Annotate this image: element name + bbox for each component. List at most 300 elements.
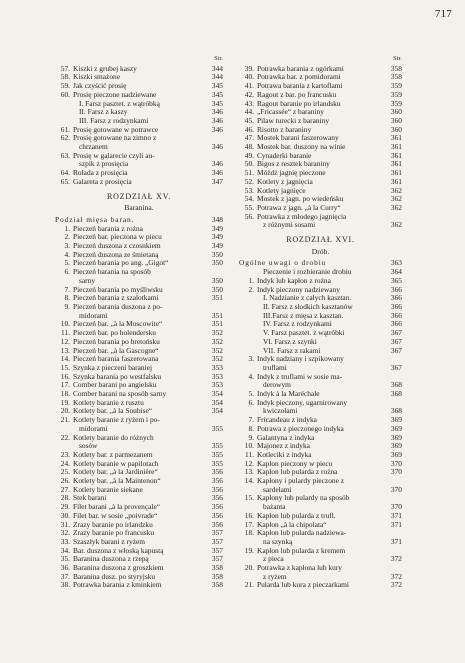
entry-title: Kapłon lub pularda nadziewa- [257,529,347,538]
entry-number: 12. [60,337,70,346]
entry-number: 18. [244,529,254,538]
page-ref: 361 [390,151,402,160]
entry-title: Kotleciki z indyka [257,450,312,459]
entry-title: Indyk à la Maréchale [257,390,320,399]
page-ref: 354 [211,407,223,416]
toc-entry [239,277,402,286]
toc-entry [55,486,223,495]
toc-entry [239,160,402,169]
toc-entry [55,416,223,425]
entry-number: 30. [60,511,70,520]
toc-entry [55,143,223,152]
entry-title: Kotlety baranie siekane [73,485,143,494]
page-ref: 350 [211,250,223,259]
entry-number: 9. [248,433,254,442]
entry-title: Baranina dusz. po styryjsku [73,572,156,581]
toc-entry [239,416,402,425]
entry-number: 39. [244,64,254,73]
toc-entry [239,503,402,512]
entry-number: 40. [244,73,254,82]
entry-title: Potrawka barania z ogórkami [257,64,344,73]
entry-title: I. Farsz pasztet. z wątróbką [79,99,160,108]
entry-title: Indyk pieczony, ugarnirowany [257,398,348,407]
page-ref: 357 [211,529,223,538]
entry-number: 57. [60,64,70,73]
entry-title: Pieczeń bar. „à la Moscowite“ [73,320,163,329]
entry-number: 61. [60,125,70,134]
page-ref: 357 [211,537,223,546]
toc-entry [239,529,402,538]
page-ref: 356 [211,511,223,520]
toc-entry [239,294,402,303]
toc-entry [55,390,223,399]
toc-entry [55,347,223,356]
entry-number: 58. [60,73,70,82]
page-ref: 361 [390,177,402,186]
entry-title: Mostek barani faszerowany [257,134,339,143]
page-ref: 369 [390,433,402,442]
entry-title: z różnymi sosami [263,221,316,230]
entry-number: 19. [60,398,70,407]
toc-entry [55,160,223,169]
page-ref: 357 [211,546,223,555]
entry-number: 15. [60,363,70,372]
entry-title: Potrawa z pieczonego indyka [257,424,344,433]
entry-title: Pieczeń barania na sposób [73,268,151,277]
toc-entry [239,108,402,117]
toc-entry [239,407,402,416]
entry-number: 13. [244,468,254,477]
entry-number: 26. [60,477,70,486]
entry-number: 18. [60,390,70,399]
page-ref: 346 [211,116,223,125]
entry-number: 23. [60,450,70,459]
page-ref: 356 [211,485,223,494]
entry-title: „Fricassée“ z baraniny [257,108,324,117]
page-ref: 351 [211,294,223,303]
toc-entry [55,573,223,582]
entry-title: Móżdż jagnię pieczone [257,169,326,178]
entry-title: V. Farsz pasztet. z wątróbki [263,329,345,338]
page-ref: 369 [390,442,402,451]
page-ref: 364 [390,268,402,277]
page-ref: 346 [211,169,223,178]
entry-number: 25. [60,468,70,477]
entry-title: Ragout baranie po irlandsku [257,99,341,108]
toc-entry [55,442,223,451]
page-ref: 370 [390,459,402,468]
toc-entry [239,303,402,312]
page-ref: 355 [211,424,223,433]
entry-title: II. Farsz z kaszy [79,108,128,117]
toc-entry [239,134,402,143]
entry-number: 41. [244,82,254,91]
entry-title: Baranina duszona z groszkiem [73,564,164,573]
entry-number: 2. [248,285,254,294]
toc-entry [239,347,402,356]
page-ref: 363 [390,258,402,268]
entry-title: Cynaderki baranie [257,151,312,160]
entry-title: Prosię pieczone nadziewane [73,90,157,99]
page-ref: 370 [390,468,402,477]
page-ref: 358 [211,581,223,590]
entry-title: Potrawa z jagn. „à la Curry“ [257,203,341,212]
toc-entry [239,286,402,295]
entry-number: 38. [60,581,70,590]
entry-number: 56. [244,212,254,221]
page-ref: 370 [390,503,402,512]
toc-entry [55,126,223,135]
entry-number: 3. [248,355,254,364]
entry-title: Pieczeń bar. pieczona w piecu [73,233,162,242]
page-ref: 350 [211,259,223,268]
entry-title: Pilaw turecki z baraniny [257,116,330,125]
page-ref: 359 [390,90,402,99]
entry-title: Kotlety baranie z ryżem i po- [73,416,160,425]
entry-title: Potrawka bar. z pomidorami [257,73,341,82]
toc-entry [239,573,402,582]
toc-list-lamb-end-pork [55,65,223,187]
page-ref: 346 [211,108,223,117]
entry-number: 31. [60,520,70,529]
page-ref: 356 [211,468,223,477]
page-ref: 362 [390,195,402,204]
page-ref: 372 [390,581,402,590]
entry-number: 15. [244,494,254,503]
toc-entry [239,187,402,196]
entry-number: 60. [60,90,70,99]
entry-title: Pieczeń barania po myśliwsku [73,285,163,294]
entry-number: 2. [64,233,70,242]
page-ref: 356 [211,503,223,512]
toc-entry [239,581,402,590]
entry-title: Ragout z bar. po francusku [257,90,337,99]
page-ref: 366 [390,285,402,294]
page-ref: 349 [211,242,223,251]
page-ref: 357 [211,555,223,564]
toc-entry [55,312,223,321]
entry-title: Pieczeń duszona ze śmietaną [73,250,159,259]
toc-entry [239,451,402,460]
page-ref: 367 [390,337,402,346]
page-ref: 356 [211,494,223,503]
entry-number: 64. [60,169,70,178]
entry-number: 34. [60,546,70,555]
page-ref: 367 [390,363,402,372]
entry-title: IV. Farsz z rodzynkami [263,320,332,329]
toc-entry [239,555,402,564]
entry-number: 65. [60,177,70,186]
toc-entry [239,213,402,222]
chapter-subtitle: Baranina. [124,203,154,213]
entry-title: Baranina duszona z rzepą [73,555,149,564]
page-ref: 371 [390,520,402,529]
section-heading: Ogólne uwagi o drobiu [239,259,327,268]
page-ref: 358 [390,73,402,82]
entry-title: Bar. duszona z włoską kapustą [73,546,164,555]
entry-number: 4. [64,250,70,259]
entry-number: 48. [244,143,254,152]
page-ref: 358 [211,564,223,573]
toc-entry [55,407,223,416]
toc-entry [55,468,223,477]
page-ref: 360 [390,125,402,134]
page-ref: 345 [211,82,223,91]
page-ref: 358 [390,64,402,73]
section-heading-row [55,216,223,225]
page-ref: 353 [211,363,223,372]
toc-column-left [55,55,223,590]
entry-title: Szaszłyk barani z ryżem [73,537,146,546]
toc-column-right [239,55,402,590]
entry-title: Pieczeń barania po bretońsku [73,337,160,346]
page-ref: 344 [211,64,223,73]
entry-title: II. Farsz z słodkich kasztanów [263,302,353,311]
chapter-title: ROZDZIAŁ XV. [106,191,172,201]
toc-entry [55,434,223,443]
entry-title: na szynką [263,537,293,546]
toc-entry [239,434,402,443]
entry-title: Potrawka z kapłona lub kury [257,564,342,573]
entry-title: truflami [263,363,287,372]
toc-entry [239,126,402,135]
entry-title: Bigos z resztek baraniny [257,160,330,169]
entry-title: Kapłon lub pularda z trufl. [257,511,336,520]
entry-number: 14. [244,477,254,486]
toc-entry [55,100,223,109]
page-ref: 345 [211,99,223,108]
toc-entry [55,338,223,347]
page-ref: 366 [390,302,402,311]
entry-title: Comber barani na sposób sarny [73,390,167,399]
toc-entry [239,486,402,495]
page-ref: 361 [390,134,402,143]
entry-number: 1. [64,224,70,233]
entry-title: Comber barani po angielsku [73,381,157,390]
toc-entry [55,65,223,74]
toc-list-mutton-cont [239,65,402,230]
section-heading-row [239,259,402,268]
entry-title: chrzanem [79,143,108,152]
entry-title: z pieca [263,555,284,564]
toc-entry [55,259,223,268]
entry-number: 11. [245,450,254,459]
entry-number: 29. [60,503,70,512]
entry-number: 19. [244,546,254,555]
toc-entry [239,73,402,82]
entry-title: Kotlety bar. „à la Maintenon“ [73,477,161,486]
page-ref: 359 [390,99,402,108]
toc-entry [239,329,402,338]
entry-number: 21. [60,416,70,425]
page-ref: 362 [390,203,402,212]
page-ref: 361 [390,160,402,169]
page-ref: 351 [211,320,223,329]
toc-entry [239,381,402,390]
entry-title: Pularda lub kura z pieczarkami [257,581,349,590]
toc-entry [55,564,223,573]
toc-entry [55,503,223,512]
entry-title: Prosię w galarecie czyli au- [73,151,155,160]
entry-number: 44. [244,108,254,117]
entry-number: 37. [60,572,70,581]
entry-title: sosów [79,442,98,451]
entry-title: Indyk lub kapłon z rożna [257,276,331,285]
page-ref: 352 [211,337,223,346]
page-ref: 368 [390,407,402,416]
toc-entry [55,268,223,277]
page-ref: 361 [390,169,402,178]
page-number: 717 [434,8,452,20]
toc-entry [55,152,223,161]
page-ref: 372 [390,572,402,581]
page-ref: 347 [211,177,223,186]
entry-number: 27. [60,485,70,494]
toc-entry [55,364,223,373]
toc-entry [239,169,402,178]
toc-entry [239,82,402,91]
entry-title: Kiszki z grubej kaszy [73,64,137,73]
entry-title: I. Nadzianie z całych kasztan. [263,294,352,303]
entry-number: 53. [244,186,254,195]
toc-list-mutton [55,225,223,591]
entry-title: Kotlety jagnięce [257,186,306,195]
page-ref: 348 [211,214,223,224]
entry-title: Mostek z jagn. po wiedeńsku [257,195,344,204]
chapter-title: ROZDZIAŁ XVI. [286,235,355,245]
entry-number: 21. [244,581,254,590]
entry-title: Pieczeń barania duszona z po- [73,302,163,311]
entry-title: Kotlety baranie w papilotach [73,459,159,468]
page-ref: 349 [211,233,223,242]
page-ref: 356 [211,477,223,486]
entry-title: Majonez z indyka [257,442,310,451]
toc-entry [239,143,402,152]
entry-number: 20. [60,407,70,416]
toc-entry [55,460,223,469]
toc-entry [55,117,223,126]
entry-title: Indyk pieczony nadziewany [257,285,340,294]
toc-entry [55,425,223,434]
entry-number: 10. [60,320,70,329]
toc-entry [55,251,223,260]
entry-number: 9. [64,302,70,311]
page-ref: 360 [390,116,402,125]
toc-entry [55,178,223,187]
toc-entry [239,564,402,573]
toc-entry [55,233,223,242]
entry-title: Szynka z pieczeni baraniej [73,363,152,372]
entry-title: Kapłon lub pularda z kremem [257,546,346,555]
toc-entry [55,225,223,234]
entry-title: kwiczołami [263,407,298,416]
entry-title: Kotlety bar. „à la Jardinière“ [73,468,158,477]
toc-entry [55,320,223,329]
entry-number: 11. [61,329,70,338]
toc-entry [239,312,402,321]
entry-number: 36. [60,564,70,573]
entry-title: Risotto z baraniny [257,125,312,134]
toc-entry [55,547,223,556]
entry-title: Prosię gotowane na zimno z [73,134,157,143]
entry-number: 6. [248,398,254,407]
entry-number: 45. [244,116,254,125]
entry-title: midorami [79,311,108,320]
page-ref: 368 [390,381,402,390]
entry-number: 54. [244,195,254,204]
entry-title: Pieczeń bar. „à la Gascogne“ [73,346,159,355]
page-ref: 367 [390,329,402,338]
toc-entry [239,364,402,373]
entry-title: sardelami [263,485,292,494]
toc-entry [239,178,402,187]
toc-entry [239,399,402,408]
page-ref: 350 [211,276,223,285]
toc-entry [55,73,223,82]
entry-title: Kapłon „à la chipolata“ [257,520,327,529]
page-ref: 368 [390,390,402,399]
toc-entry [55,91,223,100]
page-ref: 349 [211,224,223,233]
entry-number: 63. [60,151,70,160]
entry-title: z ryżem [263,572,287,581]
entry-title: Pieczeń barania po ang. „Gigot“ [73,259,169,268]
toc-entry [55,512,223,521]
toc-entry [55,555,223,564]
toc-entry [239,547,402,556]
entry-number: 1. [248,276,254,285]
toc-entry [239,100,402,109]
page-ref: 355 [211,459,223,468]
entry-title: Galantyna z indyka [257,433,315,442]
entry-title: Potrawa barania z kartoflami [257,82,343,91]
toc-entry [55,303,223,312]
page-ref: 355 [211,450,223,459]
toc-entry [239,355,402,364]
entry-number: 5. [248,390,254,399]
page-ref: 354 [211,398,223,407]
toc-entry [55,286,223,295]
toc-entry [239,152,402,161]
entry-title: Kotlety baranie z rusztu [73,398,144,407]
entry-number: 4. [248,372,254,381]
toc-entry [239,460,402,469]
toc-entry [55,494,223,503]
entry-number: 42. [244,90,254,99]
toc-entry [55,134,223,143]
toc-entry [239,512,402,521]
entry-title: derowym [263,381,291,390]
toc-entry [239,477,402,486]
entry-title: VI. Farsz z szynki [263,337,317,346]
page-ref: 352 [211,355,223,364]
column-header-str: Str. [393,55,402,62]
entry-title: bażanta [263,503,286,512]
entry-title: VII. Farsz z rakami [263,346,321,355]
toc-entry [55,329,223,338]
toc-entry [239,373,402,382]
page-ref: 369 [390,450,402,459]
toc-entry [239,521,402,530]
page-ref: 354 [211,390,223,399]
entry-title: midorami [79,424,108,433]
page-ref: 366 [390,294,402,303]
entry-number: 5. [64,259,70,268]
entry-title: Pieczenie i rozbieranie drobiu [263,268,352,277]
toc-entry [55,108,223,117]
page-ref: 346 [211,125,223,134]
page-ref: 362 [390,221,402,230]
